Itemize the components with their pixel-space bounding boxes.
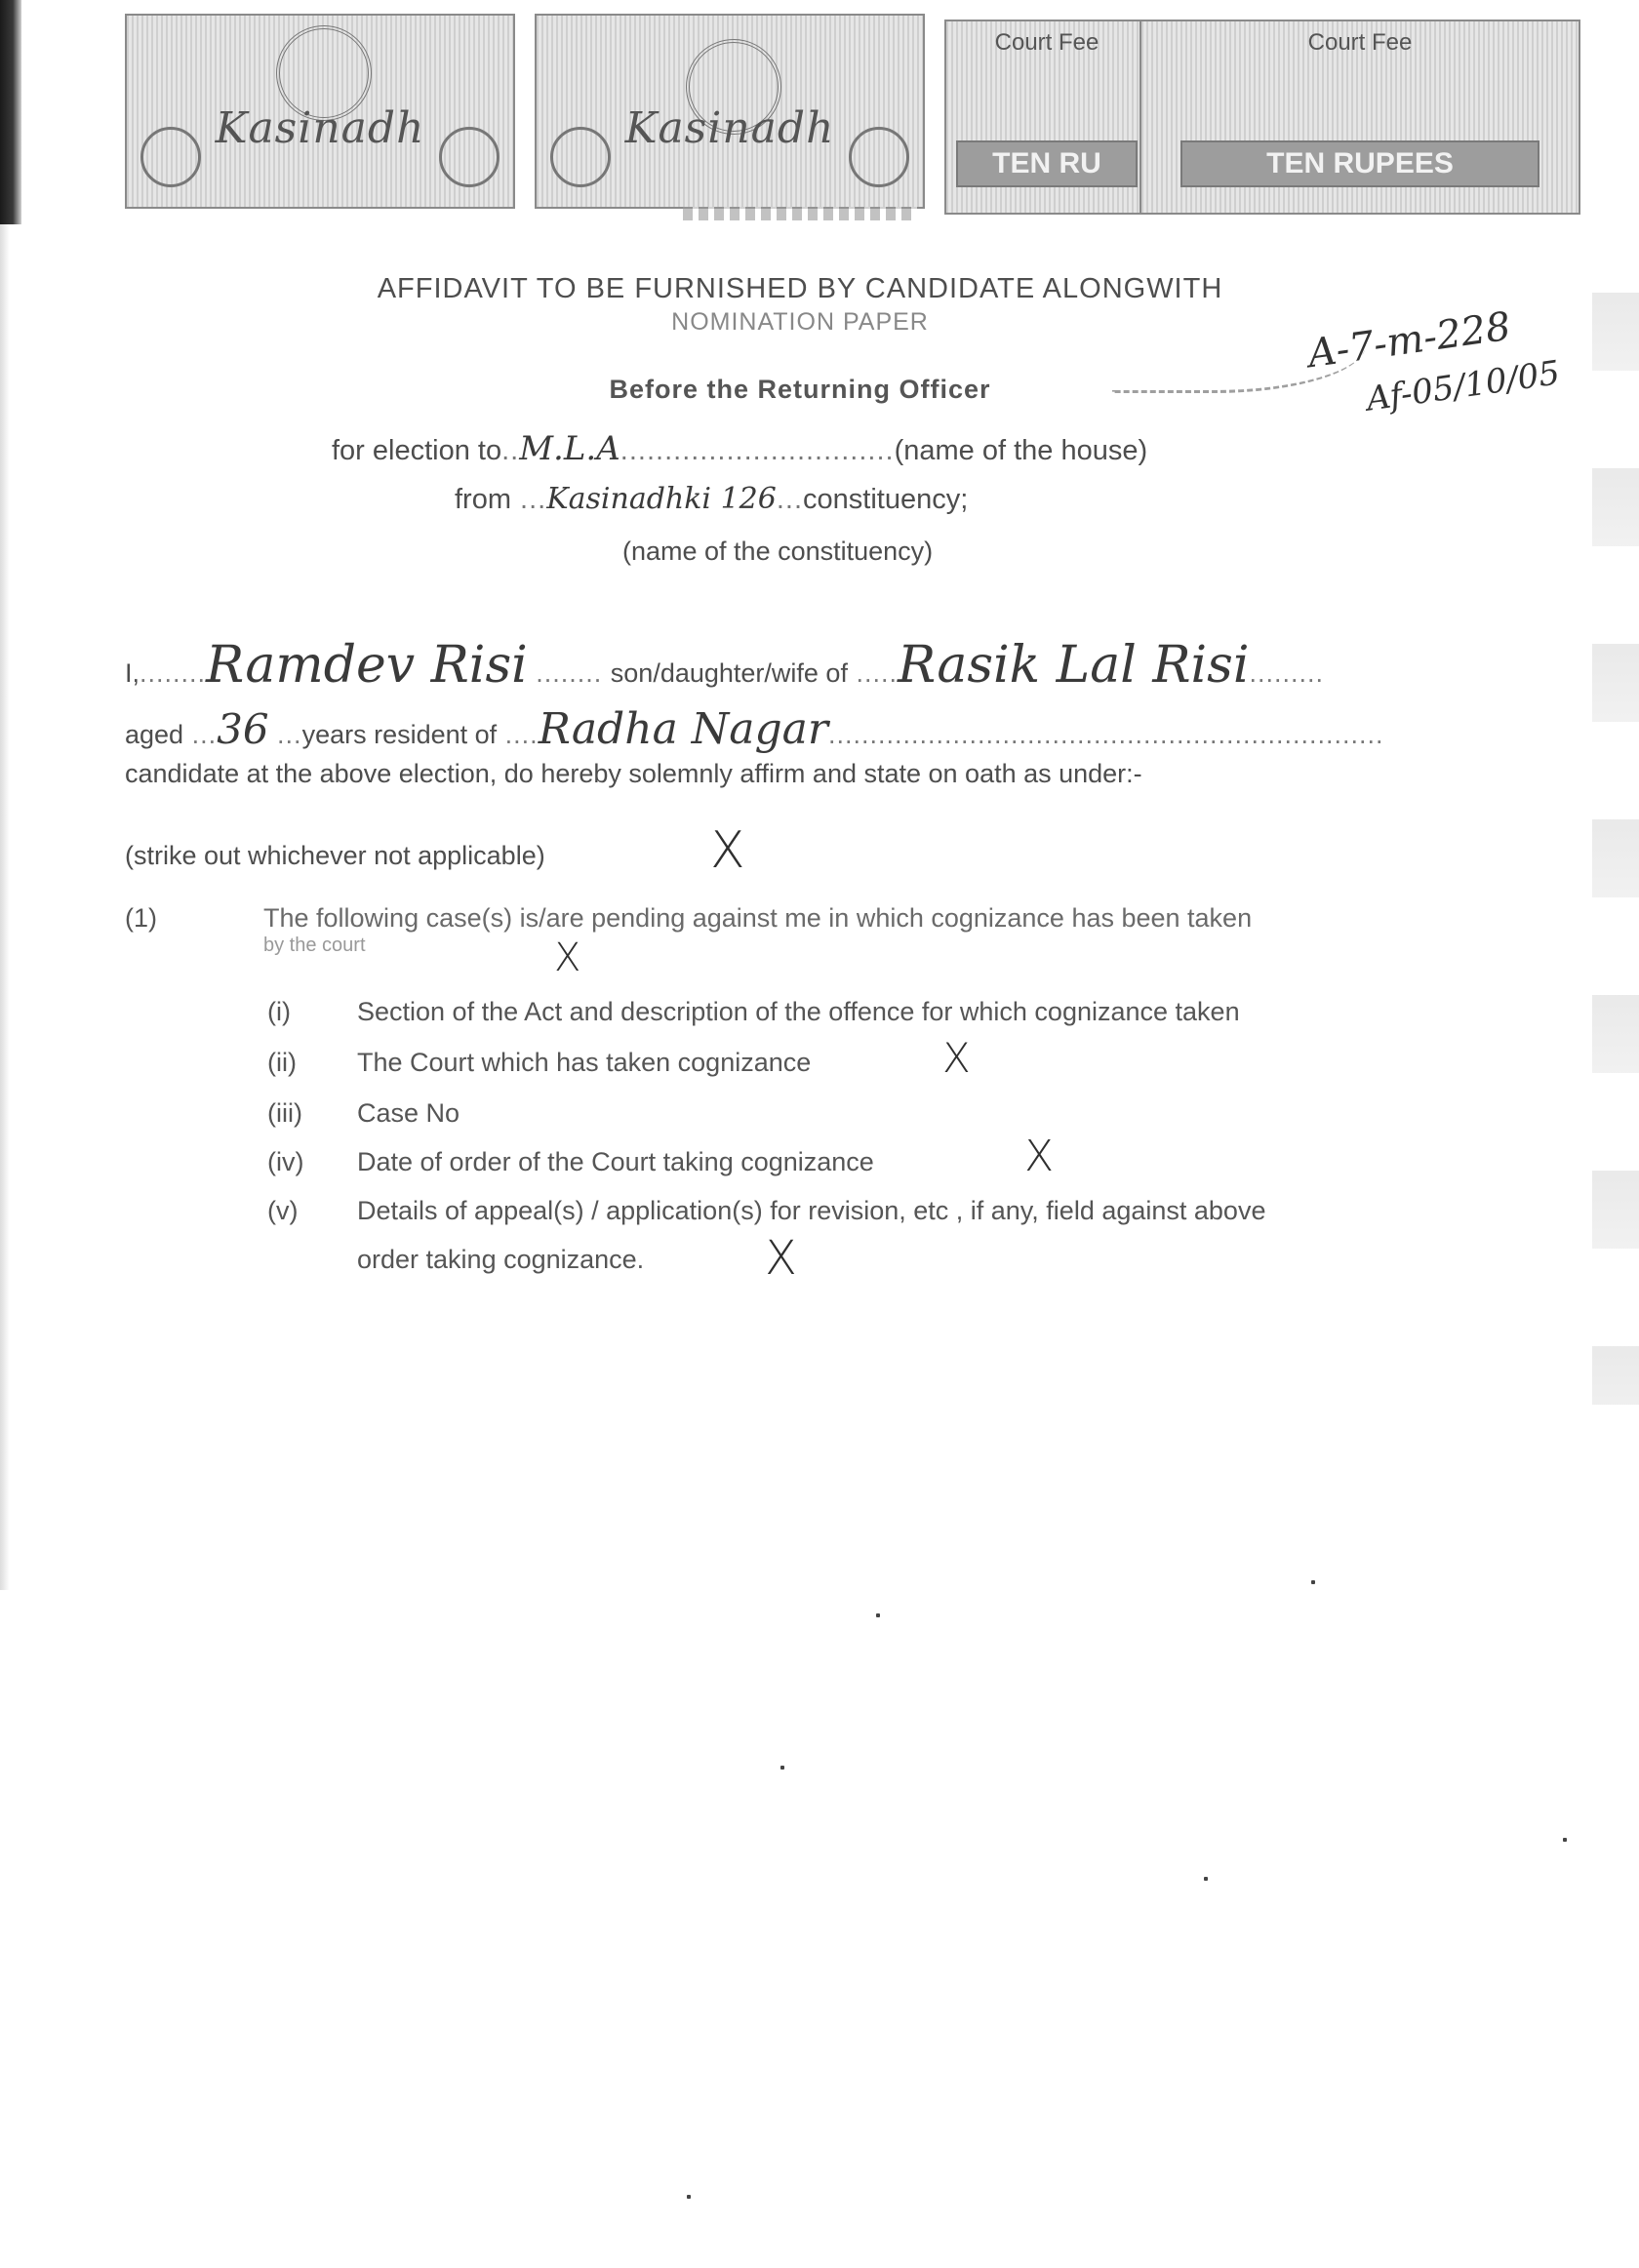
stamp-1 <box>125 14 515 209</box>
scan-speck <box>1311 1580 1315 1584</box>
cross-mark: X <box>942 1034 971 1082</box>
stamp-denomination: TEN RUPEES <box>1180 140 1539 187</box>
returning-officer-heading: Before the Returning Officer <box>609 375 991 404</box>
section-text-cont: by the court <box>263 935 366 956</box>
item-number: (iv) <box>267 1147 304 1176</box>
dot-leader: ... <box>511 484 547 515</box>
item-text: Date of order of the Court taking cognizance <box>357 1147 874 1176</box>
margin-note-line1: A-7-m-228 <box>1304 303 1514 378</box>
scan-speck <box>687 2195 691 2199</box>
dot-leader: ......... <box>1249 658 1324 688</box>
resident-label: years resident of <box>301 720 498 749</box>
affidavit-subtitle: NOMINATION PAPER <box>671 308 929 336</box>
i-prefix: I, <box>125 658 140 688</box>
margin-note-line2: Af-05/10/05 <box>1364 353 1563 419</box>
stamp-rosette <box>439 127 500 187</box>
dot-leader: ........ <box>527 658 611 688</box>
scan-speck <box>876 1613 880 1617</box>
affidavit-title: AFFIDAVIT TO BE FURNISHED BY CANDIDATE ALONGWITH <box>377 273 1223 304</box>
stamp-signature: Kasinadh <box>624 103 835 153</box>
scan-speck <box>780 1766 784 1770</box>
section-text: The following case(s) is/are pending against me in which cognizance has been taken <box>263 903 1253 933</box>
dot-leader: ........ <box>140 658 207 688</box>
aged-label: aged <box>125 720 184 749</box>
item-number: (i) <box>267 997 291 1026</box>
father-name: Rasik Lal Risi <box>897 636 1250 695</box>
stamp-signature: Kasinadh <box>215 103 425 153</box>
faded-stamp-text <box>683 207 917 220</box>
stamp-rosette <box>140 127 201 187</box>
dot-leader: ................................................................... <box>827 720 1384 749</box>
dot-leader: ... <box>776 484 803 515</box>
stamp-2 <box>535 14 925 209</box>
from-prefix: from <box>455 484 511 515</box>
dot-leader: ... <box>268 720 302 749</box>
stamp-4 <box>1139 20 1580 215</box>
constituency-line <box>455 482 968 516</box>
dot-leader: ..... <box>847 658 898 688</box>
house-value: M.L.A <box>519 429 620 468</box>
constituency-value: Kasinadhki 126 <box>546 482 777 516</box>
stamp-rosette <box>550 127 611 187</box>
item-text-cont: order taking cognizance. <box>357 1245 645 1274</box>
section-number: (1) <box>125 903 157 933</box>
scan-edge-shadow <box>0 0 21 224</box>
age-value: 36 <box>217 705 269 753</box>
scan-edge-shade <box>0 224 10 1590</box>
stamp-rosette <box>849 127 909 187</box>
affirm-statement: candidate at the above election, do hereby solemnly affirm and state on oath as under:- <box>125 759 1142 788</box>
residence-value: Radha Nagar <box>538 704 828 754</box>
cross-mark: X <box>1024 1132 1055 1181</box>
house-suffix: (name of the house) <box>894 435 1148 466</box>
item-number: (v) <box>267 1196 299 1225</box>
stamp-label: Court Fee <box>994 29 1099 56</box>
dot-leader: .. <box>501 435 520 466</box>
item-number: (iii) <box>267 1098 302 1128</box>
item-number: (ii) <box>267 1048 297 1077</box>
item-text: The Court which has taken cognizance <box>357 1048 812 1077</box>
scan-speck <box>1204 1877 1208 1881</box>
scan-margin-noise <box>1592 234 1639 1405</box>
cross-mark: X <box>765 1231 797 1286</box>
dot-leader: .... <box>497 720 539 749</box>
item-text: Section of the Act and description of the offence for which cognizance taken <box>357 997 1240 1026</box>
age-residence-line <box>125 704 1384 754</box>
item-text: Details of appeal(s) / application(s) for revision, etc , if any, field against above <box>357 1196 1266 1225</box>
relation-label: son/daughter/wife of <box>610 658 848 688</box>
dot-leader: ............................... <box>620 435 895 466</box>
stamp-denomination: TEN RU <box>956 140 1138 187</box>
stamp-3 <box>944 20 1149 215</box>
dot-leader: ... <box>183 720 218 749</box>
item-text: Case No <box>357 1098 460 1128</box>
constituency-note: (name of the constituency) <box>622 537 934 566</box>
election-line <box>332 429 1147 468</box>
deponent-name: Ramdev Risi <box>206 636 528 695</box>
cross-mark: X <box>710 821 745 880</box>
deponent-line <box>125 636 1324 695</box>
election-prefix: for election to <box>332 435 502 466</box>
cross-mark: X <box>554 935 581 980</box>
scan-speck <box>1563 1838 1567 1842</box>
stamp-label: Court Fee <box>1307 29 1413 56</box>
strike-note: (strike out whichever not applicable) <box>125 841 545 870</box>
constituency-suffix: constituency; <box>803 484 969 515</box>
